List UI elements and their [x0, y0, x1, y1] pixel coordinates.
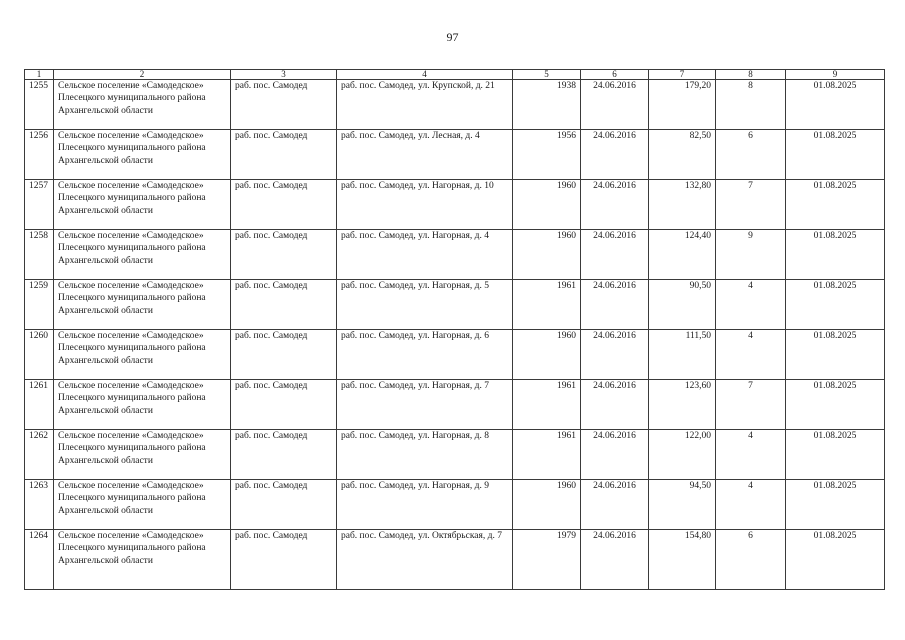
count-cell: 4	[716, 480, 786, 530]
term-cell: 01.08.2025	[786, 130, 885, 180]
address-cell: раб. пос. Самодед, ул. Нагорная, д. 8	[337, 430, 513, 480]
count-cell: 4	[716, 330, 786, 380]
table-row	[25, 330, 885, 380]
year-cell: 1960	[513, 180, 581, 230]
count-cell: 6	[716, 130, 786, 180]
column-header-9: 9	[786, 70, 885, 80]
count-cell: 7	[716, 380, 786, 430]
area-cell: 132,80	[649, 180, 716, 230]
address-cell: раб. пос. Самодед, ул. Нагорная, д. 4	[337, 230, 513, 280]
count-cell: 4	[716, 430, 786, 480]
row-number-cell: 1257	[25, 180, 54, 230]
municipality-cell: Сельское поселение «Самодедское» Плесецкого муниципального района Архангельской области	[54, 180, 231, 230]
municipality-cell: Сельское поселение «Самодедское» Плесецкого муниципального района Архангельской области	[54, 280, 231, 330]
count-cell: 9	[716, 230, 786, 280]
row-number-cell: 1262	[25, 430, 54, 480]
year-cell: 1938	[513, 80, 581, 130]
table-row	[25, 380, 885, 430]
housing-registry-table	[24, 69, 885, 590]
count-cell: 6	[716, 530, 786, 590]
address-cell: раб. пос. Самодед, ул. Нагорная, д. 6	[337, 330, 513, 380]
row-number-cell: 1264	[25, 530, 54, 590]
table-body	[25, 80, 885, 590]
term-cell: 01.08.2025	[786, 380, 885, 430]
settlement-cell: раб. пос. Самодед	[231, 230, 337, 280]
column-header-1: 1	[25, 70, 54, 80]
column-header-4: 4	[337, 70, 513, 80]
address-cell: раб. пос. Самодед, ул. Нагорная, д. 9	[337, 480, 513, 530]
column-header-2: 2	[54, 70, 231, 80]
table-row	[25, 480, 885, 530]
area-cell: 111,50	[649, 330, 716, 380]
settlement-cell: раб. пос. Самодед	[231, 330, 337, 380]
municipality-cell: Сельское поселение «Самодедское» Плесецкого муниципального района Архангельской области	[54, 130, 231, 180]
settlement-cell: раб. пос. Самодед	[231, 180, 337, 230]
year-cell: 1956	[513, 130, 581, 180]
municipality-cell: Сельское поселение «Самодедское» Плесецкого муниципального района Архангельской области	[54, 480, 231, 530]
settlement-cell: раб. пос. Самодед	[231, 280, 337, 330]
row-number-cell: 1256	[25, 130, 54, 180]
settlement-cell: раб. пос. Самодед	[231, 80, 337, 130]
area-cell: 82,50	[649, 130, 716, 180]
date-cell: 24.06.2016	[581, 530, 649, 590]
settlement-cell: раб. пос. Самодед	[231, 530, 337, 590]
count-cell: 4	[716, 280, 786, 330]
column-header-6: 6	[581, 70, 649, 80]
term-cell: 01.08.2025	[786, 230, 885, 280]
table-row	[25, 430, 885, 480]
count-cell: 7	[716, 180, 786, 230]
address-cell: раб. пос. Самодед, ул. Лесная, д. 4	[337, 130, 513, 180]
settlement-cell: раб. пос. Самодед	[231, 130, 337, 180]
term-cell: 01.08.2025	[786, 180, 885, 230]
year-cell: 1960	[513, 230, 581, 280]
settlement-cell: раб. пос. Самодед	[231, 430, 337, 480]
area-cell: 124,40	[649, 230, 716, 280]
area-cell: 179,20	[649, 80, 716, 130]
settlement-cell: раб. пос. Самодед	[231, 380, 337, 430]
column-header-3: 3	[231, 70, 337, 80]
municipality-cell: Сельское поселение «Самодедское» Плесецкого муниципального района Архангельской области	[54, 230, 231, 280]
table-row	[25, 80, 885, 130]
date-cell: 24.06.2016	[581, 480, 649, 530]
table-row	[25, 180, 885, 230]
date-cell: 24.06.2016	[581, 280, 649, 330]
address-cell: раб. пос. Самодед, ул. Нагорная, д. 10	[337, 180, 513, 230]
date-cell: 24.06.2016	[581, 80, 649, 130]
area-cell: 122,00	[649, 430, 716, 480]
column-header-5: 5	[513, 70, 581, 80]
area-cell: 90,50	[649, 280, 716, 330]
row-number-cell: 1258	[25, 230, 54, 280]
address-cell: раб. пос. Самодед, ул. Нагорная, д. 7	[337, 380, 513, 430]
municipality-cell: Сельское поселение «Самодедское» Плесецкого муниципального района Архангельской области	[54, 330, 231, 380]
year-cell: 1961	[513, 380, 581, 430]
municipality-cell: Сельское поселение «Самодедское» Плесецкого муниципального района Архангельской области	[54, 530, 231, 590]
term-cell: 01.08.2025	[786, 430, 885, 480]
date-cell: 24.06.2016	[581, 380, 649, 430]
count-cell: 8	[716, 80, 786, 130]
date-cell: 24.06.2016	[581, 230, 649, 280]
page-number: 97	[446, 30, 459, 44]
term-cell: 01.08.2025	[786, 530, 885, 590]
area-cell: 154,80	[649, 530, 716, 590]
row-number-cell: 1261	[25, 380, 54, 430]
row-number-cell: 1255	[25, 80, 54, 130]
year-cell: 1961	[513, 430, 581, 480]
area-cell: 94,50	[649, 480, 716, 530]
address-cell: раб. пос. Самодед, ул. Октябрьская, д. 7	[337, 530, 513, 590]
term-cell: 01.08.2025	[786, 80, 885, 130]
municipality-cell: Сельское поселение «Самодедское» Плесецкого муниципального района Архангельской области	[54, 430, 231, 480]
row-number-cell: 1263	[25, 480, 54, 530]
term-cell: 01.08.2025	[786, 280, 885, 330]
address-cell: раб. пос. Самодед, ул. Крупской, д. 21	[337, 80, 513, 130]
date-cell: 24.06.2016	[581, 130, 649, 180]
area-cell: 123,60	[649, 380, 716, 430]
date-cell: 24.06.2016	[581, 330, 649, 380]
year-cell: 1961	[513, 280, 581, 330]
row-number-cell: 1260	[25, 330, 54, 380]
municipality-cell: Сельское поселение «Самодедское» Плесецкого муниципального района Архангельской области	[54, 80, 231, 130]
date-cell: 24.06.2016	[581, 430, 649, 480]
table-row	[25, 230, 885, 280]
table-row	[25, 280, 885, 330]
date-cell: 24.06.2016	[581, 180, 649, 230]
municipality-cell: Сельское поселение «Самодедское» Плесецкого муниципального района Архангельской области	[54, 380, 231, 430]
column-header-7: 7	[649, 70, 716, 80]
table-row	[25, 130, 885, 180]
year-cell: 1960	[513, 480, 581, 530]
term-cell: 01.08.2025	[786, 480, 885, 530]
row-number-cell: 1259	[25, 280, 54, 330]
table-row	[25, 530, 885, 590]
settlement-cell: раб. пос. Самодед	[231, 480, 337, 530]
term-cell: 01.08.2025	[786, 330, 885, 380]
column-number-row	[25, 70, 885, 80]
address-cell: раб. пос. Самодед, ул. Нагорная, д. 5	[337, 280, 513, 330]
column-header-8: 8	[716, 70, 786, 80]
year-cell: 1960	[513, 330, 581, 380]
table-header	[25, 70, 885, 80]
year-cell: 1979	[513, 530, 581, 590]
